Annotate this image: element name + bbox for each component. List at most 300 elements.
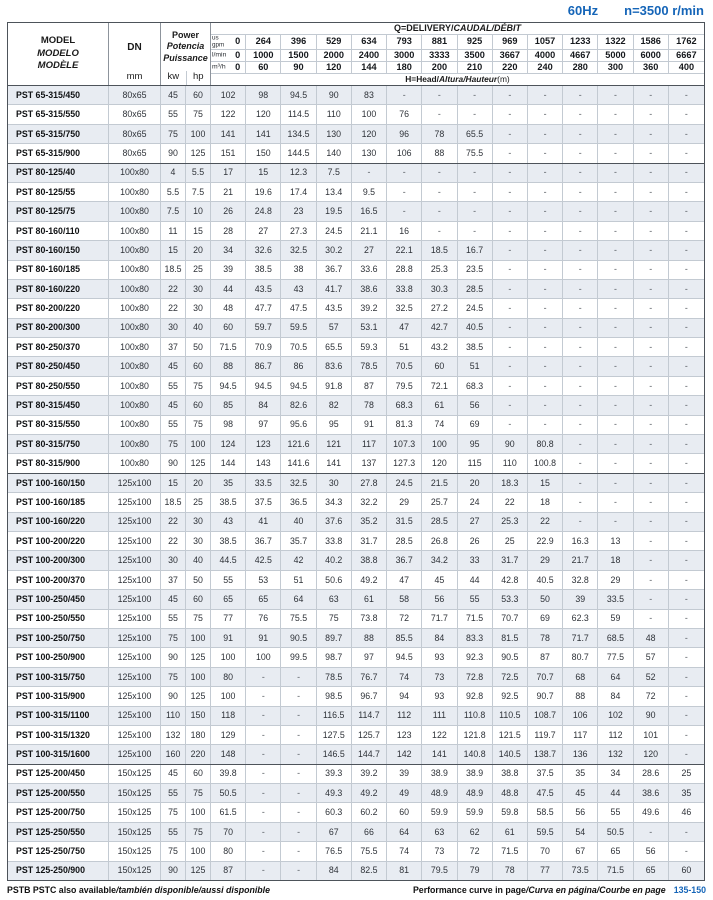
head-value-cell: 25.7 [422, 493, 457, 511]
head-value-cell: 39.2 [352, 299, 387, 317]
head-value-cell: - [634, 280, 669, 298]
head-value-cell: 140 [317, 144, 352, 162]
head-value-cell: - [528, 222, 563, 240]
table-row [8, 667, 704, 686]
flow-header-cell: 280 [563, 62, 598, 73]
power-cell: 220 [186, 745, 211, 763]
model-cell: PST 80-315/550 [8, 416, 109, 434]
flow-header-cell: 200 [422, 62, 457, 73]
head-value-cell: - [634, 261, 669, 279]
head-value-cell: 148 [211, 745, 246, 763]
head-value-cell: 70.9 [246, 338, 281, 356]
power-cell: 5.5 [161, 183, 186, 201]
power-cell: 25 [186, 261, 211, 279]
power-cell: 100 [186, 842, 211, 860]
head-value-cell: - [387, 202, 422, 220]
head-value-cell: 41 [246, 513, 281, 531]
model-cell: PST 100-250/550 [8, 610, 109, 628]
head-value-cell: - [684, 283, 688, 294]
head-value-cell: - [563, 299, 598, 317]
head-value-cell: 83.6 [317, 357, 352, 375]
head-value-cell: 43.2 [422, 338, 457, 356]
delivery-title-main: Q=DELIVERY/ [394, 23, 454, 33]
head-value-cell: - [684, 555, 688, 566]
head-value-cell: - [684, 244, 688, 255]
head-value-cell: 71.7 [563, 629, 598, 647]
head-value-cell: 84 [317, 862, 352, 880]
head-value-cell: 54 [563, 823, 598, 841]
flow-header-cell: 6667 [676, 49, 697, 60]
head-value-cell: 16.3 [563, 532, 598, 550]
head-value-cell: 59.5 [528, 823, 563, 841]
head-value-cell: - [458, 183, 493, 201]
head-value-cell: 96.7 [352, 687, 387, 705]
head-value-cell: 51 [458, 357, 493, 375]
head-value-cell: 67 [317, 823, 352, 841]
head-value-cell: 110.8 [458, 707, 493, 725]
head-value-cell: - [493, 86, 528, 104]
head-value-cell: 150 [246, 144, 281, 162]
flow-header-cell: 925 [458, 35, 493, 49]
head-value-cell: 57 [317, 319, 352, 337]
model-cell: PST 80-125/40 [8, 164, 109, 182]
head-value-cell: - [684, 438, 688, 449]
model-cell: PST 65-315/450 [8, 86, 109, 104]
head-value-cell: - [493, 144, 528, 162]
head-value-cell: - [563, 261, 598, 279]
head-value-cell: 25.3 [493, 513, 528, 531]
model-cell: PST 80-125/75 [8, 202, 109, 220]
head-value-cell: - [634, 551, 669, 569]
power-cell: 110 [161, 707, 186, 725]
head-value-cell: 49 [387, 784, 422, 802]
head-value-cell: 122 [211, 105, 246, 123]
head-value-cell: - [684, 497, 688, 507]
power-cell: 40 [186, 551, 211, 569]
head-value-cell: 138.7 [528, 745, 563, 763]
head-value-cell: 33.8 [317, 532, 352, 550]
flow-header-cell: 634 [352, 35, 387, 49]
head-value-cell: 59 [598, 610, 633, 628]
head-value-cell: - [422, 202, 457, 220]
head-value-cell: - [422, 222, 457, 240]
head-value-cell: 121 [317, 435, 352, 453]
head-value-cell: 119.7 [528, 726, 563, 744]
head-value-cell: - [598, 144, 633, 162]
head-value-cell: 65 [634, 862, 669, 880]
head-value-cell: 60 [211, 319, 246, 337]
head-value-cell: 71.5 [211, 338, 246, 356]
power-cell: 75 [186, 105, 211, 123]
head-value-cell: 48 [211, 299, 246, 317]
table-row [8, 647, 704, 666]
head-value-cell: 62 [458, 823, 493, 841]
head-value-cell: 19.5 [317, 202, 352, 220]
head-value-cell: 95 [317, 416, 352, 434]
head-value-cell: - [684, 652, 688, 663]
table-body [8, 86, 704, 880]
head-value-cell: 35.2 [352, 513, 387, 531]
power-cell: 22 [161, 532, 186, 550]
head-value-cell: - [528, 377, 563, 395]
flow-header-cell: 3667 [493, 50, 528, 61]
head-value-cell: 57 [634, 648, 669, 666]
head-value-cell: 18.5 [422, 241, 457, 259]
head-value-cell: - [493, 338, 528, 356]
head-value-cell: - [563, 338, 598, 356]
head-value-cell: 17.4 [281, 183, 316, 201]
head-value-cell: - [563, 222, 598, 240]
head-title-main: H=Head/ [405, 74, 439, 85]
head-value-cell: 94 [387, 687, 422, 705]
head-value-cell: 51 [281, 571, 316, 589]
head-value-cell: 87 [352, 377, 387, 395]
power-cell: 160 [161, 745, 186, 763]
head-value-cell: 140.5 [493, 745, 528, 763]
head-value-cell: 58.5 [528, 803, 563, 821]
head-value-cell: 55 [598, 803, 633, 821]
head-value-cell: - [598, 416, 633, 434]
head-value-cell: 111 [422, 707, 457, 725]
model-cell: PST 80-160/150 [8, 241, 109, 259]
model-header-es: MODELO [37, 47, 79, 59]
table-row [8, 822, 704, 841]
head-value-cell: - [684, 361, 688, 372]
footer-page-numbers: 135-150 [673, 885, 706, 895]
head-value-cell: 95.6 [281, 416, 316, 434]
flow-header-cell: 2400 [352, 50, 387, 61]
head-value-cell: 32.8 [563, 571, 598, 589]
table-row [8, 356, 704, 375]
head-value-cell: 48.8 [493, 784, 528, 802]
power-cell: 90 [161, 454, 186, 472]
head-value-cell: - [493, 105, 528, 123]
head-value-cell: 7.5 [317, 164, 352, 182]
model-cell: PST 125-200/450 [8, 765, 109, 783]
flow-header-cell [211, 50, 246, 61]
dn-cell: 80x65 [109, 125, 161, 143]
flow-header-cell: 4000 [528, 50, 563, 61]
head-value-cell: - [634, 493, 669, 511]
head-value-cell: - [598, 435, 633, 453]
flow-header-cell: 264 [246, 35, 281, 49]
power-cell: 45 [161, 86, 186, 104]
power-cell: 60 [186, 765, 211, 783]
head-value-cell: 65.5 [458, 125, 493, 143]
dn-cell: 100x80 [109, 396, 161, 414]
power-cell: 100 [186, 629, 211, 647]
head-value-cell: - [598, 299, 633, 317]
table-row [8, 240, 704, 259]
head-value-cell: 120 [422, 454, 457, 472]
head-value-cell: - [598, 377, 633, 395]
head-value-cell: 13 [598, 532, 633, 550]
head-value-cell: - [634, 164, 669, 182]
head-value-cell: - [598, 222, 633, 240]
head-value-cell: 38.6 [352, 280, 387, 298]
dn-cell: 125x100 [109, 532, 161, 550]
head-value-cell: - [563, 183, 598, 201]
head-value-cell: 127.3 [387, 454, 422, 472]
power-cell: 40 [186, 319, 211, 337]
head-value-cell: - [281, 823, 316, 841]
head-value-cell: 94.5 [387, 648, 422, 666]
head-value-cell: 59.8 [493, 803, 528, 821]
head-value-cell: 91 [211, 629, 246, 647]
head-value-cell: 65 [211, 590, 246, 608]
head-value-cell: 76 [246, 610, 281, 628]
head-value-cell: 87 [528, 648, 563, 666]
head-value-cell: 85.5 [387, 629, 422, 647]
head-value-cell: 94.5 [246, 377, 281, 395]
head-value-cell: - [528, 280, 563, 298]
dn-cell: 100x80 [109, 319, 161, 337]
head-value-cell: - [528, 125, 563, 143]
head-value-cell: 38.5 [211, 493, 246, 511]
head-value-cell: - [458, 164, 493, 182]
head-value-cell: 78 [528, 629, 563, 647]
head-value-cell: 26 [211, 202, 246, 220]
head-value-cell: 31.5 [387, 513, 422, 531]
head-value-cell: 27.2 [422, 299, 457, 317]
head-value-cell: 60.2 [352, 803, 387, 821]
performance-table [7, 22, 705, 881]
power-cell: 55 [161, 377, 186, 395]
head-value-cell: 81.5 [493, 629, 528, 647]
head-value-cell: 33.5 [598, 590, 633, 608]
head-value-cell: - [634, 454, 669, 472]
model-header-en: MODEL [40, 35, 76, 47]
head-value-cell: 59.9 [422, 803, 457, 821]
head-value-cell: - [684, 477, 688, 488]
head-value-cell: 120 [246, 105, 281, 123]
head-value-cell: 90.7 [528, 687, 563, 705]
head-value-cell: 59.3 [352, 338, 387, 356]
head-value-cell: - [246, 668, 281, 686]
head-value-cell: - [634, 513, 669, 531]
flow-header-cell: 396 [281, 35, 316, 49]
table-row [8, 143, 704, 162]
head-value-cell: 27 [458, 513, 493, 531]
power-cell: 75 [186, 784, 211, 802]
model-cell: PST 80-160/220 [8, 280, 109, 298]
dn-cell: 125x100 [109, 474, 161, 492]
head-value-cell: 122 [422, 726, 457, 744]
model-cell: PST 80-125/55 [8, 183, 109, 201]
head-value-cell: 18 [528, 493, 563, 511]
head-value-cell: - [598, 202, 633, 220]
head-value-cell: 45 [563, 784, 598, 802]
head-value-cell: - [598, 105, 633, 123]
head-value-cell: - [684, 613, 688, 624]
model-cell: PST 100-160/220 [8, 513, 109, 531]
head-value-cell: 144.5 [281, 144, 316, 162]
dn-cell: 100x80 [109, 241, 161, 259]
power-cell: 50 [186, 571, 211, 589]
head-value-cell: 49.2 [352, 571, 387, 589]
head-value-cell: 36.5 [281, 493, 316, 511]
head-value-cell: - [563, 377, 598, 395]
table-row [8, 802, 704, 821]
head-value-cell: - [528, 416, 563, 434]
head-value-cell: 137 [352, 454, 387, 472]
head-value-cell: - [493, 299, 528, 317]
power-cell: 45 [161, 765, 186, 783]
head-value-cell: 93 [422, 648, 457, 666]
head-value-cell: 88 [211, 357, 246, 375]
head-value-cell: - [684, 729, 688, 740]
head-value-cell: - [528, 86, 563, 104]
head-value-cell: 112 [598, 726, 633, 744]
head-value-cell: 58 [387, 590, 422, 608]
head-value-cell: 120 [352, 125, 387, 143]
head-value-cell: 91.8 [317, 377, 352, 395]
model-cell: PST 125-200/750 [8, 803, 109, 821]
head-value-cell: - [684, 380, 688, 391]
flow-unit-label: l/min [212, 51, 227, 59]
head-value-cell: 88 [563, 687, 598, 705]
head-value-cell: 141.6 [281, 454, 316, 472]
head-value-cell: 107.3 [387, 435, 422, 453]
dn-cell: 150x125 [109, 803, 161, 821]
head-value-cell: 34 [598, 765, 633, 783]
head-value-cell: 91 [352, 416, 387, 434]
model-cell: PST 80-160/185 [8, 261, 109, 279]
head-value-cell: 21.7 [563, 551, 598, 569]
head-value-cell: - [684, 303, 688, 314]
head-value-cell: 86 [281, 357, 316, 375]
head-value-cell: 24.5 [458, 299, 493, 317]
power-cell: 30 [186, 532, 211, 550]
head-value-cell: 59.9 [458, 803, 493, 821]
head-value-cell: - [493, 202, 528, 220]
head-value-cell: - [634, 396, 669, 414]
head-value-cell: 28.6 [634, 765, 669, 783]
flow-header-value: 0 [235, 61, 241, 72]
head-value-cell: 27.3 [281, 222, 316, 240]
dn-cell: 125x100 [109, 629, 161, 647]
head-value-cell: 75.5 [281, 610, 316, 628]
head-value-cell: - [684, 593, 688, 604]
dn-cell: 80x65 [109, 144, 161, 162]
flow-header-cell: 3500 [458, 50, 493, 61]
frequency-speed-label [568, 3, 704, 18]
head-value-cell: 141 [211, 125, 246, 143]
head-value-cell: 68.3 [387, 396, 422, 414]
head-value-cell: 24.5 [317, 222, 352, 240]
power-cell: 18.5 [161, 261, 186, 279]
head-value-cell: 74 [387, 842, 422, 860]
dn-cell: 125x100 [109, 687, 161, 705]
dn-cell: 125x100 [109, 590, 161, 608]
head-value-cell: 47 [387, 319, 422, 337]
power-cell: 7.5 [186, 183, 211, 201]
head-value-cell: 101 [634, 726, 669, 744]
head-value-cell: 116.5 [317, 707, 352, 725]
head-value-cell: - [528, 319, 563, 337]
model-cell: PST 80-160/110 [8, 222, 109, 240]
head-value-cell: 44 [598, 784, 633, 802]
head-value-cell: 44.5 [211, 551, 246, 569]
head-value-cell: 22.9 [528, 532, 563, 550]
head-value-cell: 33.5 [246, 474, 281, 492]
head-value-cell: 49.6 [634, 803, 669, 821]
head-value-cell: 80 [211, 842, 246, 860]
head-value-cell: 17 [211, 164, 246, 182]
table-row [8, 318, 704, 337]
head-value-cell: 94.5 [281, 377, 316, 395]
model-column-header [8, 23, 109, 85]
head-value-cell: - [493, 261, 528, 279]
head-value-cell: - [634, 377, 669, 395]
model-header-fr: MODÈLE [37, 60, 79, 72]
head-value-cell: 15 [528, 474, 563, 492]
flow-header-cell: 4667 [563, 50, 598, 61]
head-value-cell: 40.5 [458, 319, 493, 337]
dn-cell: 100x80 [109, 202, 161, 220]
head-value-cell: 30 [317, 474, 352, 492]
head-value-cell: - [684, 167, 688, 178]
model-cell: PST 65-315/550 [8, 105, 109, 123]
head-value-cell: 37.5 [528, 765, 563, 783]
dn-cell: 125x100 [109, 610, 161, 628]
power-cell: 75 [186, 610, 211, 628]
table-header [8, 23, 704, 86]
head-value-cell: 50.5 [598, 823, 633, 841]
model-cell: PST 100-315/900 [8, 687, 109, 705]
head-value-cell: 47.5 [528, 784, 563, 802]
head-value-cell: 50 [528, 590, 563, 608]
head-value-cell: 15 [246, 164, 281, 182]
head-value-cell: 110 [493, 454, 528, 472]
head-value-cell: 40.5 [528, 571, 563, 589]
table-row [8, 415, 704, 434]
power-cell: 150 [186, 707, 211, 725]
head-value-cell: - [528, 241, 563, 259]
head-value-cell: 16.7 [458, 241, 493, 259]
head-value-cell: 117 [563, 726, 598, 744]
head-value-cell: 39 [387, 765, 422, 783]
dn-cell: 150x125 [109, 765, 161, 783]
head-value-cell: 24 [458, 493, 493, 511]
head-value-cell: 49.2 [352, 784, 387, 802]
power-cell: 50 [186, 338, 211, 356]
power-cell: 100 [186, 668, 211, 686]
head-value-cell: 28.8 [387, 261, 422, 279]
head-value-cell: 82.5 [352, 862, 387, 880]
head-value-cell: 19.6 [246, 183, 281, 201]
head-value-cell: - [281, 862, 316, 880]
head-value-cell: 21.1 [352, 222, 387, 240]
head-value-cell: 93 [422, 687, 457, 705]
head-value-cell: - [281, 745, 316, 763]
head-value-cell: 29 [528, 551, 563, 569]
dn-cell: 150x125 [109, 862, 161, 880]
dn-label: DN [127, 41, 142, 53]
delivery-title [211, 23, 704, 35]
head-value-cell: - [634, 183, 669, 201]
table-row [8, 706, 704, 725]
head-value-cell: 72.5 [493, 668, 528, 686]
head-value-cell: 118 [211, 707, 246, 725]
head-value-cell: 151 [211, 144, 246, 162]
head-value-cell: 83.3 [458, 629, 493, 647]
head-value-cell: 65.5 [317, 338, 352, 356]
head-value-cell: 73.8 [352, 610, 387, 628]
head-value-cell: - [387, 86, 422, 104]
head-value-cell: 42.5 [246, 551, 281, 569]
flow-header-cell: 1500 [281, 50, 316, 61]
